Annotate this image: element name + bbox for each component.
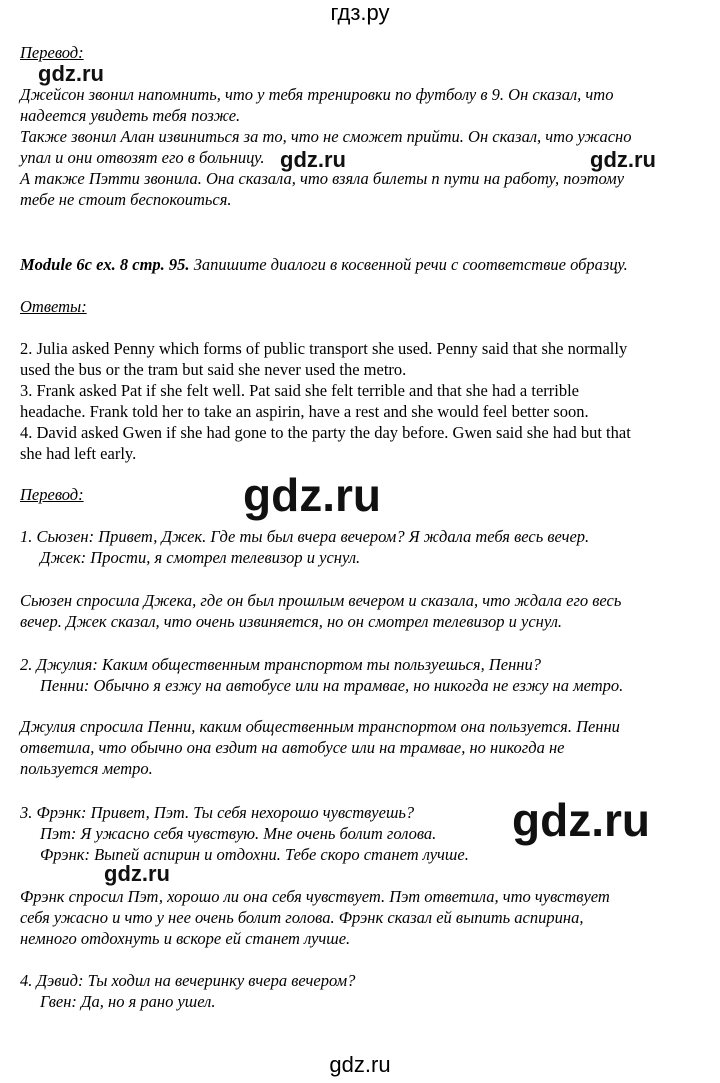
site-header: гдз.ру (330, 0, 390, 25)
reported-2 (20, 716, 620, 779)
task-label: Module 6c ex. 8 стр. 95. (20, 255, 190, 274)
text-line: себя ужасно и что у нее очень болит голова. Фрэнк сказал ей выпить аспирина, (20, 908, 584, 927)
dialogue-line: 2. Джулия: Каким общественным транспортом ты пользуешься, Пенни? (20, 655, 541, 674)
translation-heading: Перевод: (20, 485, 84, 504)
dialogue-line: 4. Дэвид: Ты ходил на вечеринку вчера вечером? (20, 971, 356, 990)
dialogue-line: Джек: Прости, я смотрел телевизор и уснул. (40, 548, 361, 567)
answer-line: she had left early. (20, 444, 137, 463)
text-line: Сьюзен спросила Джека, где он был прошлым вечером и сказала, что ждала его весь (20, 591, 622, 610)
section-heading: Перевод: (20, 43, 84, 62)
watermark: gdz.ru (38, 61, 104, 86)
answer-line: 4. David asked Gwen if she had gone to the party the day before. Gwen said she had but that (20, 423, 631, 442)
dialogue-line: Пэт: Я ужасно себя чувствую. Мне очень болит голова. (40, 824, 437, 843)
text-line: пользуется метро. (20, 759, 153, 778)
answer-line: headache. Frank told her to take an aspirin, have a rest and she would feel better soon. (20, 402, 589, 421)
text-line: ответила, что обычно она ездит на автобусе или на трамвае, но никогда не (20, 738, 565, 757)
dialogue-line: 1. Сьюзен: Привет, Джек. Где ты был вчера вечером? Я ждала тебя весь вечер. (20, 527, 590, 546)
answers-paragraph (20, 338, 631, 464)
answer-line: used the bus or the tram but said she never used the metro. (20, 360, 407, 379)
text-line: упал и они отвозят его в больницу. (20, 148, 265, 167)
answer-line: 2. Julia asked Penny which forms of public transport she used. Penny said that she normally (20, 339, 628, 358)
text-line: А также Пэтти звонила. Она сказала, что взяла билеты п пути на работу, поэтому (20, 169, 625, 188)
text-line: надеется увидеть тебя позже. (20, 106, 241, 125)
dialogue-3 (20, 802, 469, 865)
text-line: вечер. Джек сказал, что очень извиняется, но он смотрел телевизор и уснул. (20, 612, 563, 631)
watermark: gdz.ru (590, 147, 656, 172)
text-line: Также звонил Алан извиниться за то, что не сможет прийти. Он сказал, что ужасно (20, 127, 632, 146)
reported-1 (20, 590, 621, 632)
task-text: Запишите диалоги в косвенной речи с соответствие образцу. (189, 255, 628, 274)
dialogue-line: Гвен: Да, но я рано ушел. (40, 992, 216, 1011)
dialogue-1 (20, 526, 589, 568)
translation-paragraph (20, 84, 632, 210)
reported-3 (20, 886, 610, 949)
task-line (20, 254, 628, 275)
dialogue-line: Пенни: Обычно я езжу на автобусе или на трамвае, но никогда не езжу на метро. (40, 676, 624, 695)
dialogue-line: Фрэнк: Выпей аспирин и отдохни. Тебе скоро станет лучше. (40, 845, 469, 864)
dialogue-line: 3. Фрэнк: Привет, Пэт. Ты себя нехорошо чувствуешь? (20, 803, 415, 822)
answers-heading: Ответы: (20, 297, 87, 316)
watermark: gdz.ru (104, 861, 170, 886)
text-line: Джейсон звонил напомнить, что у тебя тренировки по футболу в 9. Он сказал, что (20, 85, 614, 104)
site-footer[interactable]: gdz.ru (329, 1052, 391, 1077)
watermark: gdz.ru (512, 794, 650, 846)
answer-line: 3. Frank asked Pat if she felt well. Pat said she felt terrible and that she had a terrible (20, 381, 579, 400)
text-line: тебе не стоит беспокоиться. (20, 190, 232, 209)
watermark: gdz.ru (280, 147, 346, 172)
dialogue-2 (20, 654, 623, 696)
text-line: Фрэнк спросил Пэт, хорошо ли она себя чувствует. Пэт ответила, что чувствует (20, 887, 610, 906)
dialogue-4 (20, 970, 355, 1012)
text-line: Джулия спросила Пенни, каким общественным транспортом она пользуется. Пенни (20, 717, 620, 736)
text-line: немного отдохнуть и вскоре ей станет лучше. (20, 929, 351, 948)
watermark: gdz.ru (243, 469, 381, 521)
